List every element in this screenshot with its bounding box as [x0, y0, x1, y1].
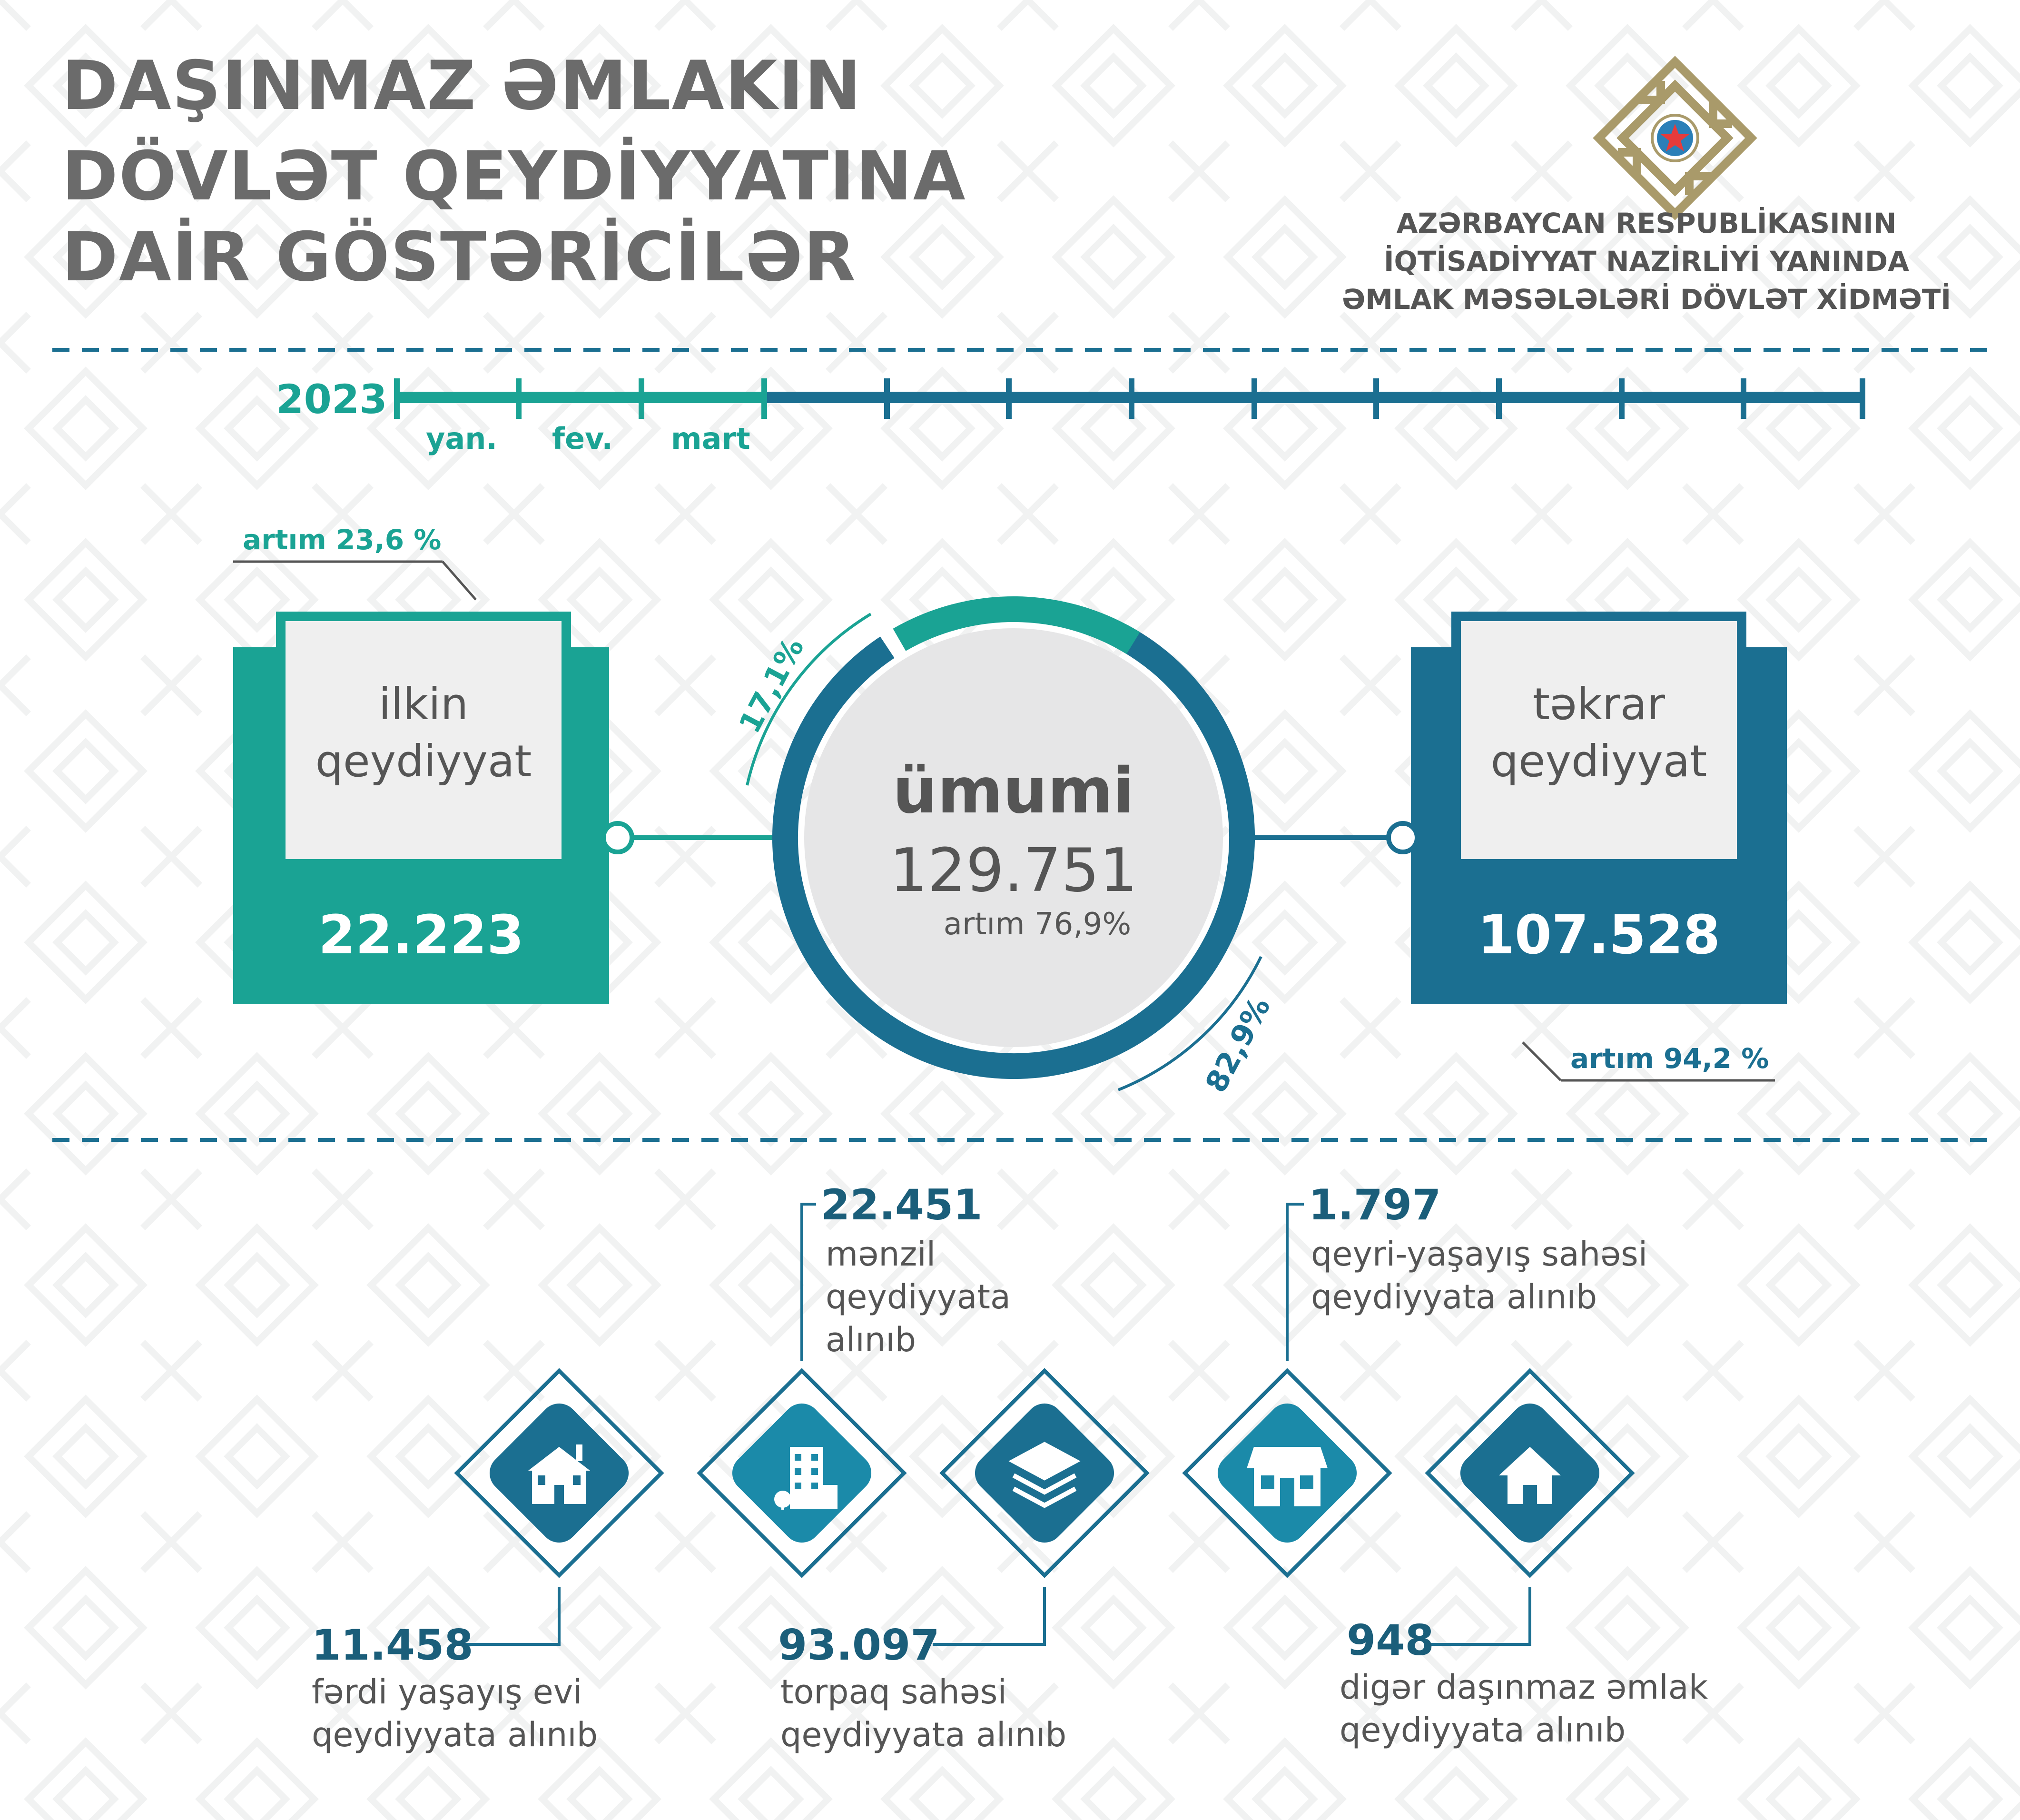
- timeline-year: 2023: [276, 376, 387, 423]
- timeline-month-jan: yan.: [426, 421, 497, 456]
- house-caption-line-2: qeydiyyata alınıb: [312, 1715, 598, 1754]
- apartment-caption-line-1: mənzil: [826, 1235, 936, 1274]
- initial-registration-value: 22.223: [318, 904, 524, 966]
- page-title-line-2: DÖVLƏT QEYDİYYATINA: [62, 137, 966, 216]
- initial-share-label: 17,1%: [732, 632, 811, 739]
- land-plot-count: 93.097: [778, 1621, 940, 1670]
- non-residential-caption-line-2: qeydiyyata alınıb: [1311, 1277, 1597, 1316]
- total-growth: artım 76,9%: [943, 907, 1132, 942]
- initial-growth-label: artım 23,6 %: [243, 524, 442, 556]
- timeline-month-feb: fev.: [552, 421, 613, 456]
- initial-label-line-2: qeydiyyat: [315, 736, 532, 787]
- organization-name-line-3: ƏMLAK MƏSƏLƏLƏRİ DÖVLƏT XİDMƏTİ: [1341, 283, 1951, 316]
- organization-name-line-1: AZƏRBAYCAN RESPUBLİKASININ: [1396, 207, 1897, 239]
- other-property-count: 948: [1347, 1616, 1434, 1665]
- shop-icon: [1247, 1447, 1328, 1506]
- initial-label-line-1: ilkin: [378, 679, 469, 730]
- repeat-share-label: 82,9%: [1198, 991, 1277, 1098]
- page-title-line-3: DAİR GÖSTƏRİCİLƏR: [62, 218, 857, 297]
- page-title-line-1: DAŞINMAZ ƏMLAKIN: [62, 47, 862, 125]
- organization-name-line-2: İQTİSADİYYAT NAZİRLİYİ YANINDA: [1383, 245, 1910, 277]
- other-property-caption-line-2: qeydiyyata alınıb: [1340, 1711, 1626, 1750]
- land-plot-caption-line-2: qeydiyyata alınıb: [780, 1715, 1067, 1754]
- total-value: 129.751: [889, 835, 1138, 905]
- repeat-label-line-2: qeydiyyat: [1490, 736, 1707, 787]
- repeat-label-line-1: təkrar: [1533, 679, 1665, 730]
- repeat-growth-label: artım 94,2 %: [1570, 1042, 1769, 1075]
- house-caption-line-1: fərdi yaşayış evi: [312, 1672, 582, 1711]
- repeat-registration-value: 107.528: [1477, 904, 1721, 966]
- apartment-caption-line-2: qeydiyyata: [826, 1277, 1011, 1316]
- apartment-caption-line-3: alınıb: [826, 1320, 916, 1359]
- apartment-count: 22.451: [821, 1180, 983, 1229]
- other-property-caption-line-1: digər daşınmaz əmlak: [1340, 1668, 1708, 1707]
- timeline-month-mar: mart: [671, 421, 750, 456]
- non-residential-caption-line-1: qeyri-yaşayış sahəsi: [1311, 1235, 1648, 1274]
- house-count: 11.458: [312, 1621, 473, 1670]
- land-plot-caption-line-1: torpaq sahəsi: [780, 1672, 1007, 1711]
- total-label: ümumi: [892, 754, 1135, 828]
- non-residential-count: 1.797: [1309, 1180, 1441, 1229]
